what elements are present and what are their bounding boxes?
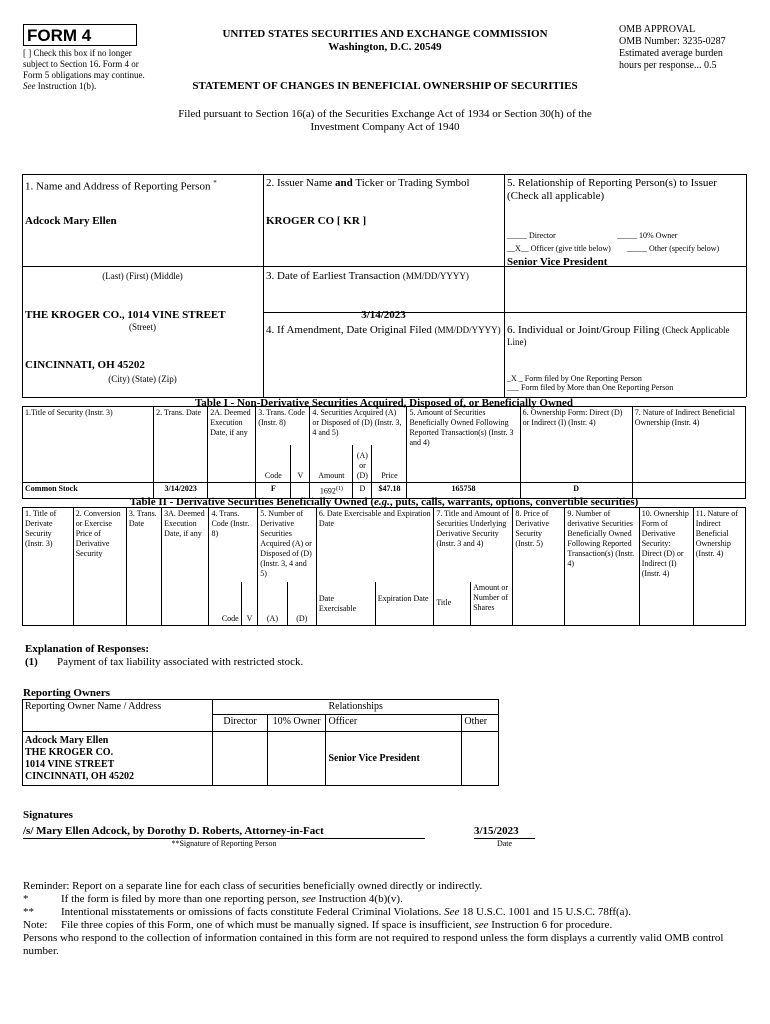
persons-line: Persons who respond to the collection of information contained in this form are not required to respond unless the form displays a currently valid OMB control number. xyxy=(23,932,724,957)
t2-h1: 1. Title of Derivate Security (Instr. 3) xyxy=(23,508,74,626)
signatures-heading: Signatures xyxy=(23,809,73,821)
t2-sub-title: Title xyxy=(434,582,471,626)
director-checkbox[interactable]: _____ Director xyxy=(507,231,556,240)
table-row xyxy=(23,732,499,786)
t2-h6: 6. Date Exercisable and Expiration Date xyxy=(316,508,433,582)
owners-col-ten: 10% Owner xyxy=(267,715,326,732)
t1-h2a: 2A. Deemed Execution Date, if any xyxy=(208,407,256,483)
t2-h9: 9. Number of derivative Securities Beneficially Owned Following Reported Transaction(s) (Instr. 4) xyxy=(565,508,639,626)
t2-h8: 8. Price of Derivative Security (Instr. 5) xyxy=(513,508,565,626)
reminder-line: Reminder: Report on a separate line for each class of securities beneficially owned directly or indirectly. xyxy=(23,880,483,892)
reporting-person-city: CINCINNATI, OH 45202 xyxy=(25,359,145,371)
owners-col-rel: Relationships xyxy=(213,700,499,715)
reporting-person-street: THE KROGER CO., 1014 VINE STREET xyxy=(25,309,226,321)
filed-pursuant: Filed pursuant to Section 16(a) of the Securities Exchange Act of 1934 or Section 30(h) of the Investment Company Act of 1940 xyxy=(178,108,592,133)
explanation-heading: Explanation of Responses: xyxy=(25,643,150,655)
ten-percent-checkbox[interactable]: _____ 10% Owner xyxy=(617,231,678,240)
footnote-1-link[interactable]: (1) xyxy=(335,486,343,492)
table2-title: Table II - Derivative Securities Beneficially Owned (e.g., puts, calls, warrants, options, convertible securities) xyxy=(129,496,639,508)
statement-title: STATEMENT OF CHANGES IN BENEFICIAL OWNERSHIP OF SECURITIES xyxy=(192,80,578,92)
star2-line: ** Intentional misstatements or omissions of facts constitute Federal Criminal Violations. See 18 U.S.C. 1001 and 15 U.S.C. 78ff(a). xyxy=(23,906,631,918)
other-checkbox[interactable]: _____ Other (specify below) xyxy=(627,244,720,253)
t1-sub-amount: Amount xyxy=(310,445,353,483)
t2-sub-a: (A) xyxy=(258,582,287,626)
t1-sub-code: Code xyxy=(256,445,291,483)
owners-col-director: Director xyxy=(213,715,267,732)
t1-h2: 2. Trans. Date xyxy=(154,407,208,483)
one-person-option[interactable]: _X _ Form filed by One Reporting Person xyxy=(507,374,642,383)
t1-code: F xyxy=(256,483,291,499)
owners-col-name: Reporting Owner Name / Address xyxy=(23,700,213,732)
box3-label: 3. Date of Earliest Transaction (MM/DD/YYYY) xyxy=(266,270,469,282)
t2-h4: 4. Trans. Code (Instr. 8) xyxy=(209,508,258,582)
owners-col-other: Other xyxy=(462,715,499,732)
t1-date: 3/14/2023 xyxy=(154,483,208,499)
agency-city: Washington, D.C. 20549 xyxy=(328,41,442,53)
t2-h3a: 3A. Deemed Execution Date, if any xyxy=(162,508,209,626)
signer-name: /s/ Mary Ellen Adcock, by Dorothy D. Roberts, Attorney-in-Fact xyxy=(23,825,324,837)
signature-caption: **Signature of Reporting Person xyxy=(171,839,277,848)
form-title-box xyxy=(23,24,137,46)
footnote-number: (1) xyxy=(25,656,38,668)
table2 xyxy=(22,507,746,626)
t2-sub-d: (D) xyxy=(287,582,316,626)
omb-approval: OMB APPROVAL OMB Number: 3235-0287 Estimated average burden hours per response... 0.5 xyxy=(619,24,726,71)
t2-sub-expiration: Expiration Date xyxy=(375,582,434,626)
t1-sub-aord: (A) or (D) xyxy=(353,445,372,483)
t1-h7: 7. Nature of Indirect Beneficial Ownership (Instr. 4) xyxy=(632,407,745,483)
signature-date: 3/15/2023 xyxy=(474,825,519,837)
reporting-person-name: Adcock Mary Ellen xyxy=(25,215,117,227)
table1-title: Table I - Non-Derivative Securities Acquired, Disposed of, or Beneficially Owned xyxy=(194,397,574,409)
t1-sub-price: Price xyxy=(372,445,407,483)
agency-name: UNITED STATES SECURITIES AND EXCHANGE COMMISSION xyxy=(222,28,548,40)
city-caption: (City) (State) (Zip) xyxy=(108,374,177,384)
t1-h5: 5. Amount of Securities Beneficially Owned Following Reported Transaction(s) (Instr. 3 and 4) xyxy=(407,407,520,483)
section16-checkbox-note: [ ] Check this box if no longer subject to Section 16. Form 4 or Form 5 obligations may continue. See Instruction 1(b). xyxy=(23,48,145,91)
multi-person-option[interactable]: ___ Form filed by More than One Reporting Person xyxy=(507,383,674,392)
t1-sub-v: V xyxy=(291,445,310,483)
t1-price: $47.18 xyxy=(372,483,407,499)
box1-label: 1. Name and Address of Reporting Person * xyxy=(25,179,217,193)
owners-col-officer: Officer xyxy=(326,715,462,732)
form-title: FORM 4 xyxy=(27,26,92,45)
t1-form: D xyxy=(520,483,632,499)
date-caption: Date xyxy=(496,839,513,848)
t1-amount: 1692$^{(1)}$ xyxy=(310,483,353,499)
t2-sub-v: V xyxy=(241,582,258,626)
t2-sub-amount: Amount or Number of Shares xyxy=(471,582,513,626)
name-caption: (Last) (First) (Middle) xyxy=(102,271,183,281)
owner-officer-title: Senior Vice President xyxy=(326,732,462,786)
t2-h10: 10. Ownership Form of Derivative Security: Direct (D) or Indirect (I) (Instr. 4) xyxy=(639,508,693,626)
earliest-transaction-date: 3/14/2023 xyxy=(361,309,406,321)
box5-label: 5. Relationship of Reporting Person(s) to Issuer (Check all applicable) xyxy=(507,177,717,202)
t1-h1: 1.Title of Security (Instr. 3) xyxy=(23,407,154,483)
issuer-name: KROGER CO [ KR ] xyxy=(266,215,367,227)
t2-sub-code: Code xyxy=(209,582,241,626)
box4-label: 4. If Amendment, Date Original Filed (MM/DD/YYYY) xyxy=(266,324,501,336)
owners-table xyxy=(22,699,499,786)
box6-label: 6. Individual or Joint/Group Filing (Check Applicable Line) xyxy=(507,324,730,347)
t1-aord: D xyxy=(353,483,372,499)
footer-notes xyxy=(23,880,748,958)
t2-sub-exercisable: Date Exercisable xyxy=(316,582,375,626)
t1-h6: 6. Ownership Form: Direct (D) or Indirect (I) (Instr. 4) xyxy=(520,407,632,483)
t2-h2: 2. Conversion or Exercise Price of Derivative Security xyxy=(73,508,126,626)
t2-h5: 5. Number of Derivative Securities Acquired (A) or Disposed of (D) (Instr. 3, 4 and 5) xyxy=(258,508,317,582)
t2-h11: 11. Nature of Indirect Beneficial Ownership (Instr. 4) xyxy=(693,508,745,626)
t1-owned: 165758 xyxy=(407,483,520,499)
street-caption: (Street) xyxy=(129,322,156,332)
officer-title: Senior Vice President xyxy=(507,256,608,268)
owners-heading: Reporting Owners xyxy=(23,687,111,699)
t2-h7: 7. Title and Amount of Securities Underlying Derivative Security (Instr. 3 and 4) xyxy=(434,508,513,582)
star1-line: * If the form is filed by more than one reporting person, see Instruction 4(b)(v). xyxy=(23,893,403,905)
table1 xyxy=(22,406,746,499)
t1-h4: 4. Securities Acquired (A) or Disposed of (D) (Instr. 3, 4 and 5) xyxy=(310,407,407,445)
officer-checkbox[interactable]: __X__ Officer (give title below) xyxy=(507,244,611,253)
note-line: Note: File three copies of this Form, one of which must be manually signed. If space is insufficient, see Instruction 6 for procedure. xyxy=(23,919,613,931)
t1-security: Common Stock xyxy=(23,483,154,499)
footnote-text: Payment of tax liability associated with restricted stock. xyxy=(57,656,304,668)
box2-label: 2. Issuer Name and Ticker or Trading Symbol xyxy=(266,177,470,189)
owner-address: Adcock Mary Ellen THE KROGER CO. 1014 VINE STREET CINCINNATI, OH 45202 xyxy=(23,732,213,786)
t2-h3: 3. Trans. Date xyxy=(126,508,161,626)
t1-h3: 3. Trans. Code (Instr. 8) xyxy=(256,407,310,445)
